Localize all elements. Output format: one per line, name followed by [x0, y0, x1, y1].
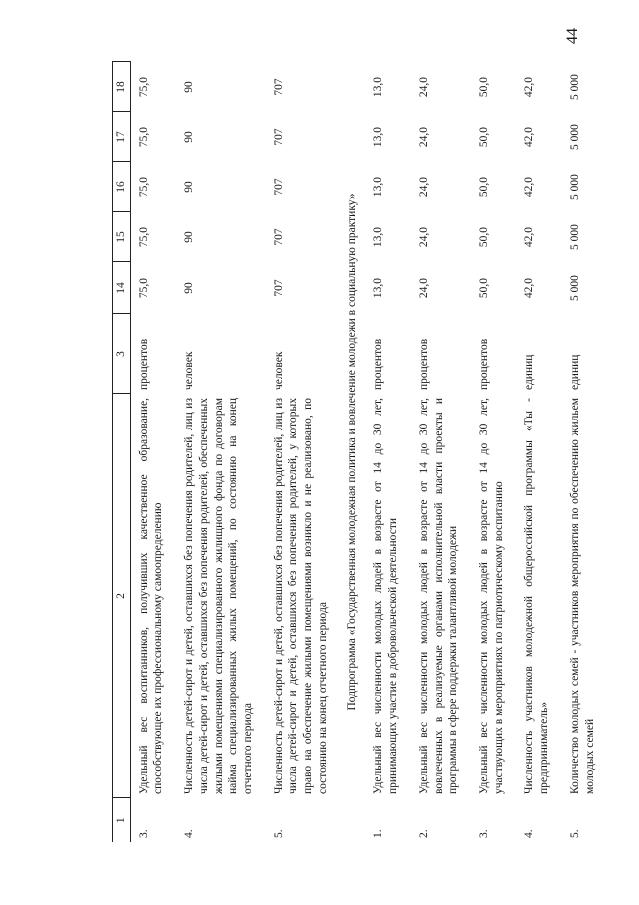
value-15: 75,0 [137, 226, 150, 248]
unit: единиц [523, 354, 536, 390]
indicator-name: Удельный вес воспитанников, получивших качественное образование, способствующее их профессиональному самоопределению [137, 398, 165, 794]
value-17: 42,0 [523, 126, 536, 148]
unit: человек [183, 351, 196, 390]
row-number: 1. [372, 829, 385, 838]
table-row [266, 62, 341, 842]
value-14: 13,0 [372, 277, 385, 299]
value-18: 24,0 [417, 76, 430, 98]
header-cell: 1 [113, 798, 131, 842]
table-header-row [113, 62, 131, 842]
value-15: 24,0 [417, 226, 430, 248]
table-row [411, 62, 471, 842]
value-14: 75,0 [137, 277, 150, 299]
value-18: 75,0 [137, 76, 150, 98]
value-17: 90 [183, 131, 196, 143]
value-18: 707 [272, 78, 285, 96]
value-17: 24,0 [417, 126, 430, 148]
header-cell: 14 [113, 262, 131, 314]
row-number: 5. [568, 829, 581, 838]
value-15: 5 000 [568, 224, 581, 250]
value-17: 707 [272, 128, 285, 146]
value-18: 42,0 [523, 76, 536, 98]
row-number: 3. [137, 829, 150, 838]
value-17: 5 000 [568, 124, 581, 150]
value-15: 707 [272, 228, 285, 246]
value-14: 707 [272, 279, 285, 297]
unit: единиц [568, 354, 581, 390]
indicator-name: Удельный вес численности молодых людей в возрасте от 14 до 30 лет, вовлеченных в реализуемые органами исполнительной власти проекты и программы в сфере поддержки талантливой молодежи [417, 398, 460, 794]
indicator-name: Удельный вес численности молодых людей в возрасте от 14 до 30 лет, принимающих участие в добровольческой деятельности [372, 398, 400, 794]
value-15: 13,0 [372, 226, 385, 248]
value-15: 42,0 [523, 226, 536, 248]
row-number: 5. [272, 829, 285, 838]
value-16: 24,0 [417, 176, 430, 198]
value-16: 50,0 [477, 176, 490, 198]
rotated-table-viewport [112, 62, 596, 842]
indicator-name: Численность детей-сирот и детей, оставшихся без попечения родителей, лиц из числа детей-сирот и детей, оставшихся без попечения родителей, обеспеченных жилыми помещениями специализированного жилищного фонда по договорам найма специализированных жилых помещений, по состоянию на конец отчетного периода [183, 398, 255, 794]
value-15: 90 [183, 231, 196, 243]
header-cell: 17 [113, 112, 131, 162]
unit: человек [272, 351, 285, 390]
table-row [516, 62, 561, 842]
value-14: 24,0 [417, 277, 430, 299]
indicator-name: Удельный вес численности молодых людей в возрасте от 14 до 30 лет, участвующих в мероприятиях по патриотическому воспитанию [477, 398, 505, 794]
unit: процентов [477, 338, 490, 390]
header-cell: 15 [113, 212, 131, 262]
value-15: 50,0 [477, 226, 490, 248]
header-cell: 18 [113, 62, 131, 112]
unit: процентов [137, 338, 150, 390]
page-number: 44 [564, 28, 581, 44]
indicator-name: Численность участников молодежной общероссийской программы «Ты - предприниматель» [523, 398, 551, 794]
subprogram-title: Подпрограмма «Государственная молодежная политика и вовлечение молодежи в социальную практику» [345, 193, 358, 711]
table-row [562, 62, 607, 842]
table-row [471, 62, 516, 842]
value-17: 13,0 [372, 126, 385, 148]
indicators-table [112, 62, 607, 843]
value-18: 5 000 [568, 74, 581, 100]
value-16: 5 000 [568, 174, 581, 200]
table-row [365, 62, 410, 842]
subprogram-heading-row [341, 62, 366, 842]
value-14: 50,0 [477, 277, 490, 299]
row-number: 3. [477, 829, 490, 838]
unit: процентов [417, 338, 430, 390]
value-16: 90 [183, 181, 196, 193]
unit: процентов [372, 338, 385, 390]
row-number: 4. [183, 829, 196, 838]
header-cell: 2 [113, 394, 131, 798]
value-16: 75,0 [137, 176, 150, 198]
indicator-name: Численность детей-сирот и детей, оставшихся без попечения родителей, лиц из числа детей-сирот и детей, оставшихся без попечения родителей, у которых право на обеспечение жилыми помещениями возникло и не реализовано, по состоянию на конец отчетного периода [272, 398, 329, 794]
rotated-table-canvas [112, 62, 596, 842]
value-18: 50,0 [477, 76, 490, 98]
value-18: 13,0 [372, 76, 385, 98]
table-row [130, 62, 176, 842]
value-14: 90 [183, 282, 196, 294]
value-16: 13,0 [372, 176, 385, 198]
value-17: 50,0 [477, 126, 490, 148]
header-cell: 16 [113, 162, 131, 212]
table-row [176, 62, 266, 842]
value-16: 42,0 [523, 176, 536, 198]
row-number: 2. [417, 829, 430, 838]
row-number: 4. [523, 829, 536, 838]
page-number-box [563, 16, 583, 56]
value-18: 90 [183, 81, 196, 93]
value-17: 75,0 [137, 126, 150, 148]
value-14: 42,0 [523, 277, 536, 299]
value-16: 707 [272, 178, 285, 196]
indicator-name: Количество молодых семей - участников мероприятия по обеспечению жильем молодых семей [568, 398, 596, 794]
header-cell: 3 [113, 314, 131, 394]
value-14: 5 000 [568, 275, 581, 301]
